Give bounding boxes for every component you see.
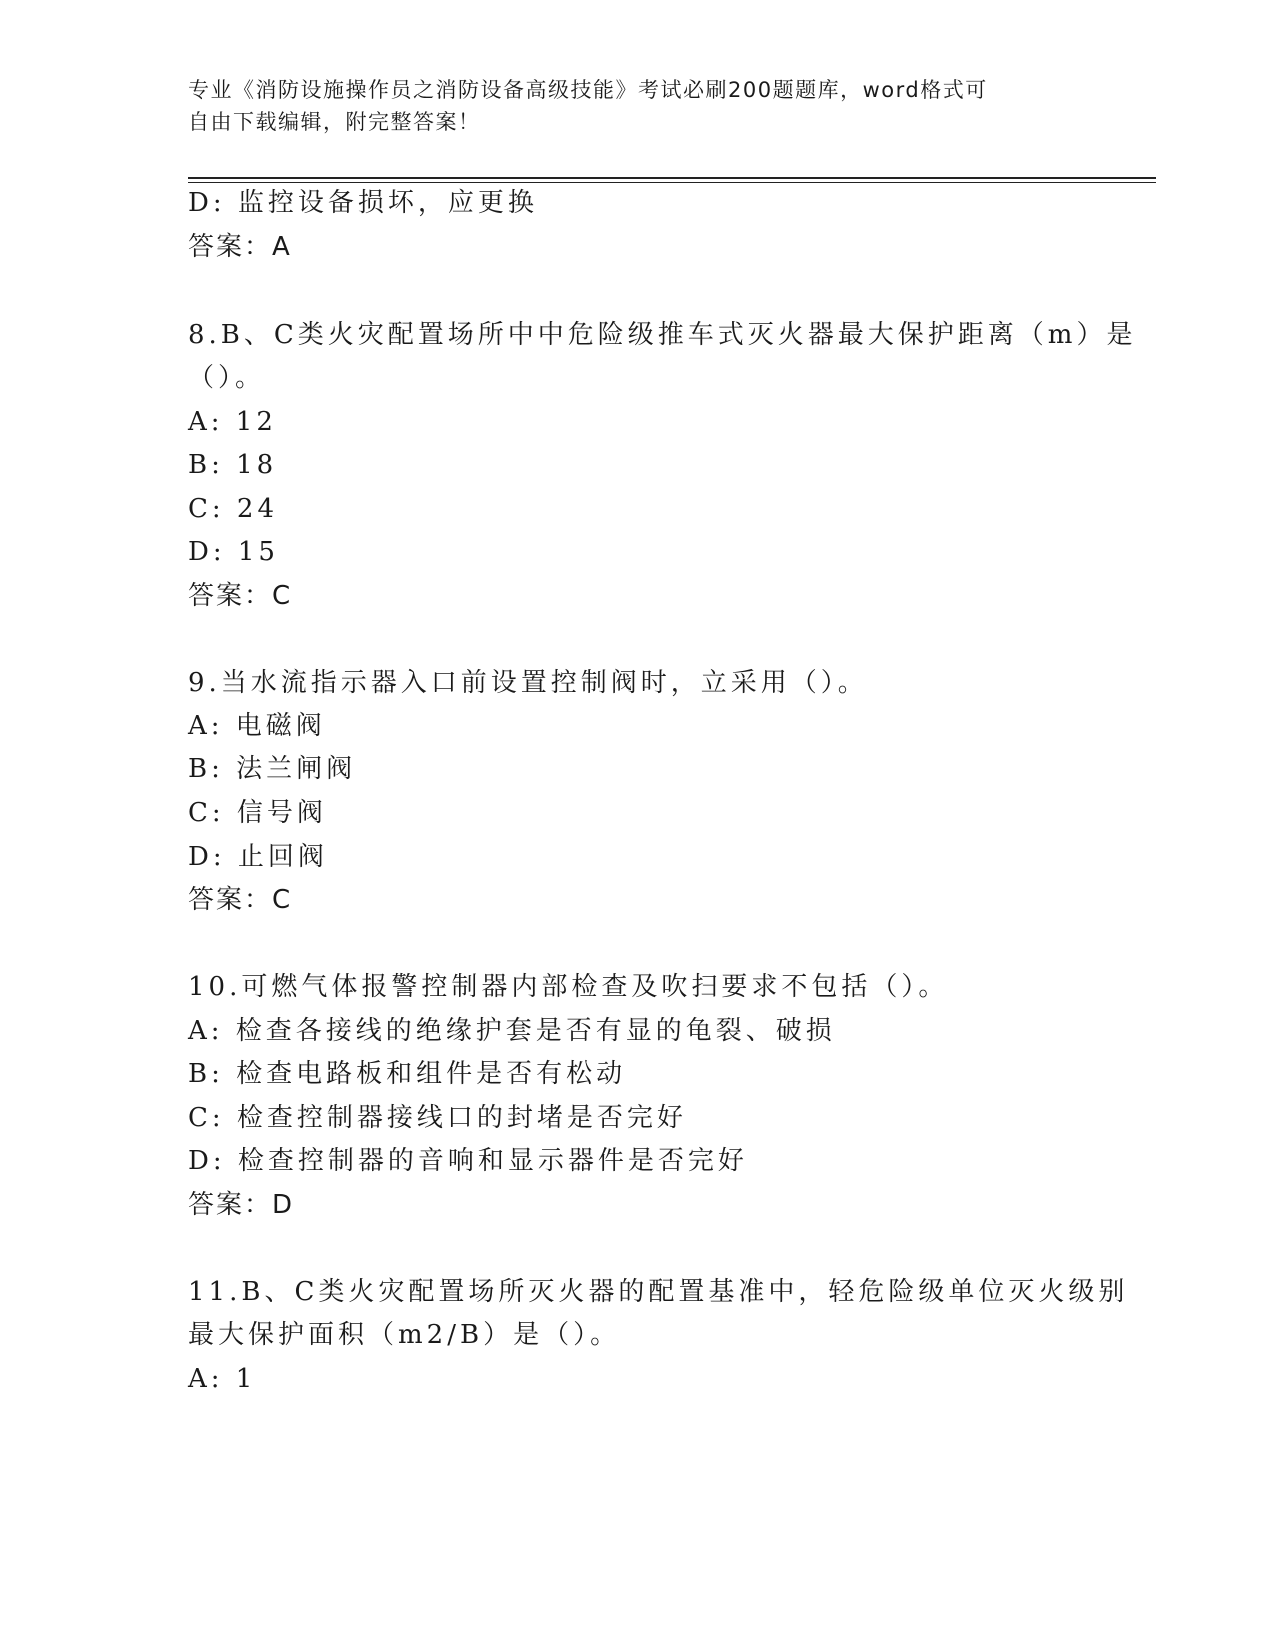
q10-answer: 答案：D: [188, 1190, 295, 1220]
document-header: [188, 74, 1068, 138]
header-divider: [188, 177, 1156, 183]
q8-option-d: D: 15: [188, 537, 279, 567]
header-title-line-2: 自由下载编辑，附完整答案！: [188, 110, 481, 134]
q10-question: 10.可燃气体报警控制器内部检查及吹扫要求不包括（）。: [188, 972, 949, 1002]
q11-question-line-1: 11.B、C类火灾配置场所灭火器的配置基准中，轻危险级单位灭火级别: [188, 1277, 1129, 1307]
q8-option-a: A: 12: [188, 407, 277, 437]
q10-option-d: D: 检查控制器的音响和显示器件是否完好: [188, 1146, 748, 1176]
q11-question-line-2: 最大保护面积（m2/B）是（）。: [188, 1320, 621, 1350]
q9-question: 9.当水流指示器入口前设置控制阀时，立采用（）。: [188, 668, 868, 698]
q8-option-b: B: 18: [188, 450, 278, 480]
q9-option-c: C: 信号阀: [188, 798, 327, 828]
q7-answer: 答案：A: [188, 232, 292, 262]
q9-answer: 答案：C: [188, 885, 293, 915]
q8-question-line-1: 8.B、C类火灾配置场所中中危险级推车式灭火器最大保护距离（m）是: [188, 320, 1137, 350]
q9-option-d: D: 止回阀: [188, 842, 328, 872]
q8-question-line-2: （）。: [188, 363, 266, 393]
q8-option-c: C: 24: [188, 494, 279, 524]
q10-option-b: B: 检查电路板和组件是否有松动: [188, 1059, 627, 1089]
q11-option-a: A: 1: [188, 1364, 257, 1394]
header-title-line-1: 专业《消防设施操作员之消防设备高级技能》考试必刷200题题库，word格式可: [188, 78, 988, 102]
q7-option-d: D: 监控设备损坏，应更换: [188, 188, 538, 218]
q9-option-b: B: 法兰闸阀: [188, 754, 357, 784]
q10-option-c: C: 检查控制器接线口的封堵是否完好: [188, 1103, 687, 1133]
q10-option-a: A: 检查各接线的绝缘护套是否有显的龟裂、破损: [188, 1016, 836, 1046]
q8-answer: 答案：C: [188, 581, 293, 611]
q9-option-a: A: 电磁阀: [188, 711, 326, 741]
